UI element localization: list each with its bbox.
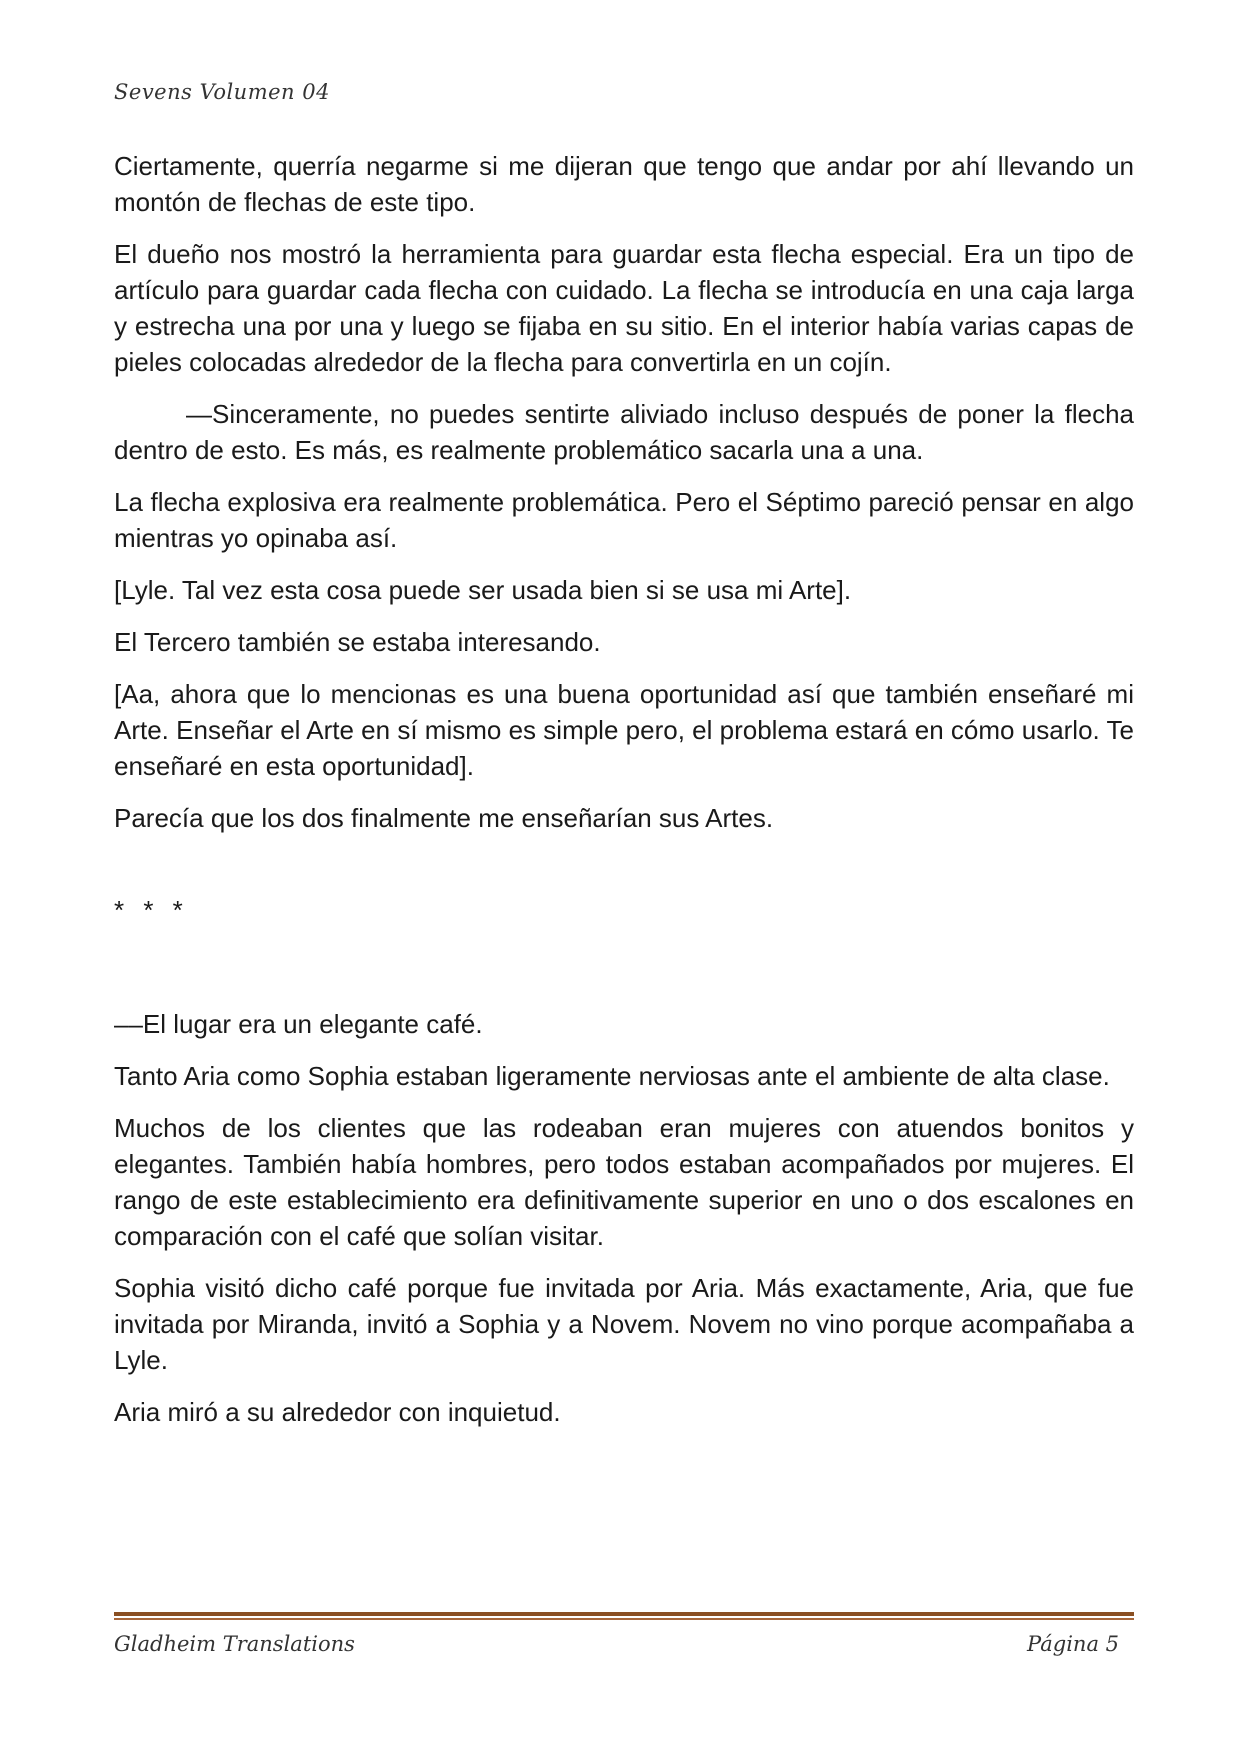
paragraph: ––El lugar era un elegante café. (114, 1009, 483, 1039)
scene-break: * * * (114, 895, 189, 925)
paragraph: El dueño nos mostró la herramienta para guardar esta flecha especial. Era un tipo de artículo para guardar cada flecha con cuidado. La flecha se introducía en una caja larga y estrecha una por una y luego se fijaba en su sitio. En el interior había varias capas de pieles colocadas alrededor de la flecha para convertirla en un cojín. (114, 239, 1134, 377)
paragraph: Parecía que los dos finalmente me enseñarían sus Artes. (114, 803, 774, 833)
paragraph: Ciertamente, querría negarme si me dijeran que tengo que andar por ahí llevando un montón de flechas de este tipo. (114, 151, 1134, 217)
footer-divider-thick (114, 1612, 1134, 1616)
page-body (114, 148, 1134, 1446)
page-number: Página 5 (1027, 1632, 1119, 1656)
footer-divider-thin (114, 1618, 1134, 1620)
paragraph: Aria miró a su alrededor con inquietud. (114, 1397, 561, 1427)
footer-publisher: Gladheim Translations (114, 1632, 355, 1656)
paragraph: El Tercero también se estaba interesando. (114, 627, 601, 657)
paragraph-dialogue: —Sinceramente, no puedes sentirte aliviado incluso después de poner la flecha dentro de esto. Es más, es realmente problemático sacarla una a una. (114, 399, 1134, 465)
paragraph: La flecha explosiva era realmente problemática. Pero el Séptimo pareció pensar en algo mientras yo opinaba así. (114, 487, 1134, 553)
paragraph: Tanto Aria como Sophia estaban ligeramente nerviosas ante el ambiente de alta clase. (114, 1061, 1110, 1091)
paragraph: Muchos de los clientes que las rodeaban eran mujeres con atuendos bonitos y elegantes. También había hombres, pero todos estaban acompañados por mujeres. El rango de este establecimiento era definitivamente superior en uno o dos escalones en comparación con el café que solían visitar. (114, 1113, 1134, 1251)
running-header: Sevens Volumen 04 (114, 80, 330, 104)
paragraph: [Aa, ahora que lo mencionas es una buena oportunidad así que también enseñaré mi Arte. Enseñar el Arte en sí mismo es simple pero, el problema estará en cómo usarlo. Te enseñaré en esta oportunidad]. (114, 679, 1134, 781)
footer-divider (114, 1612, 1134, 1621)
paragraph: Sophia visitó dicho café porque fue invitada por Aria. Más exactamente, Aria, que fue invitada por Miranda, invitó a Sophia y a Novem. Novem no vino porque acompañaba a Lyle. (114, 1273, 1134, 1375)
paragraph: [Lyle. Tal vez esta cosa puede ser usada bien si se usa mi Arte]. (114, 575, 852, 605)
